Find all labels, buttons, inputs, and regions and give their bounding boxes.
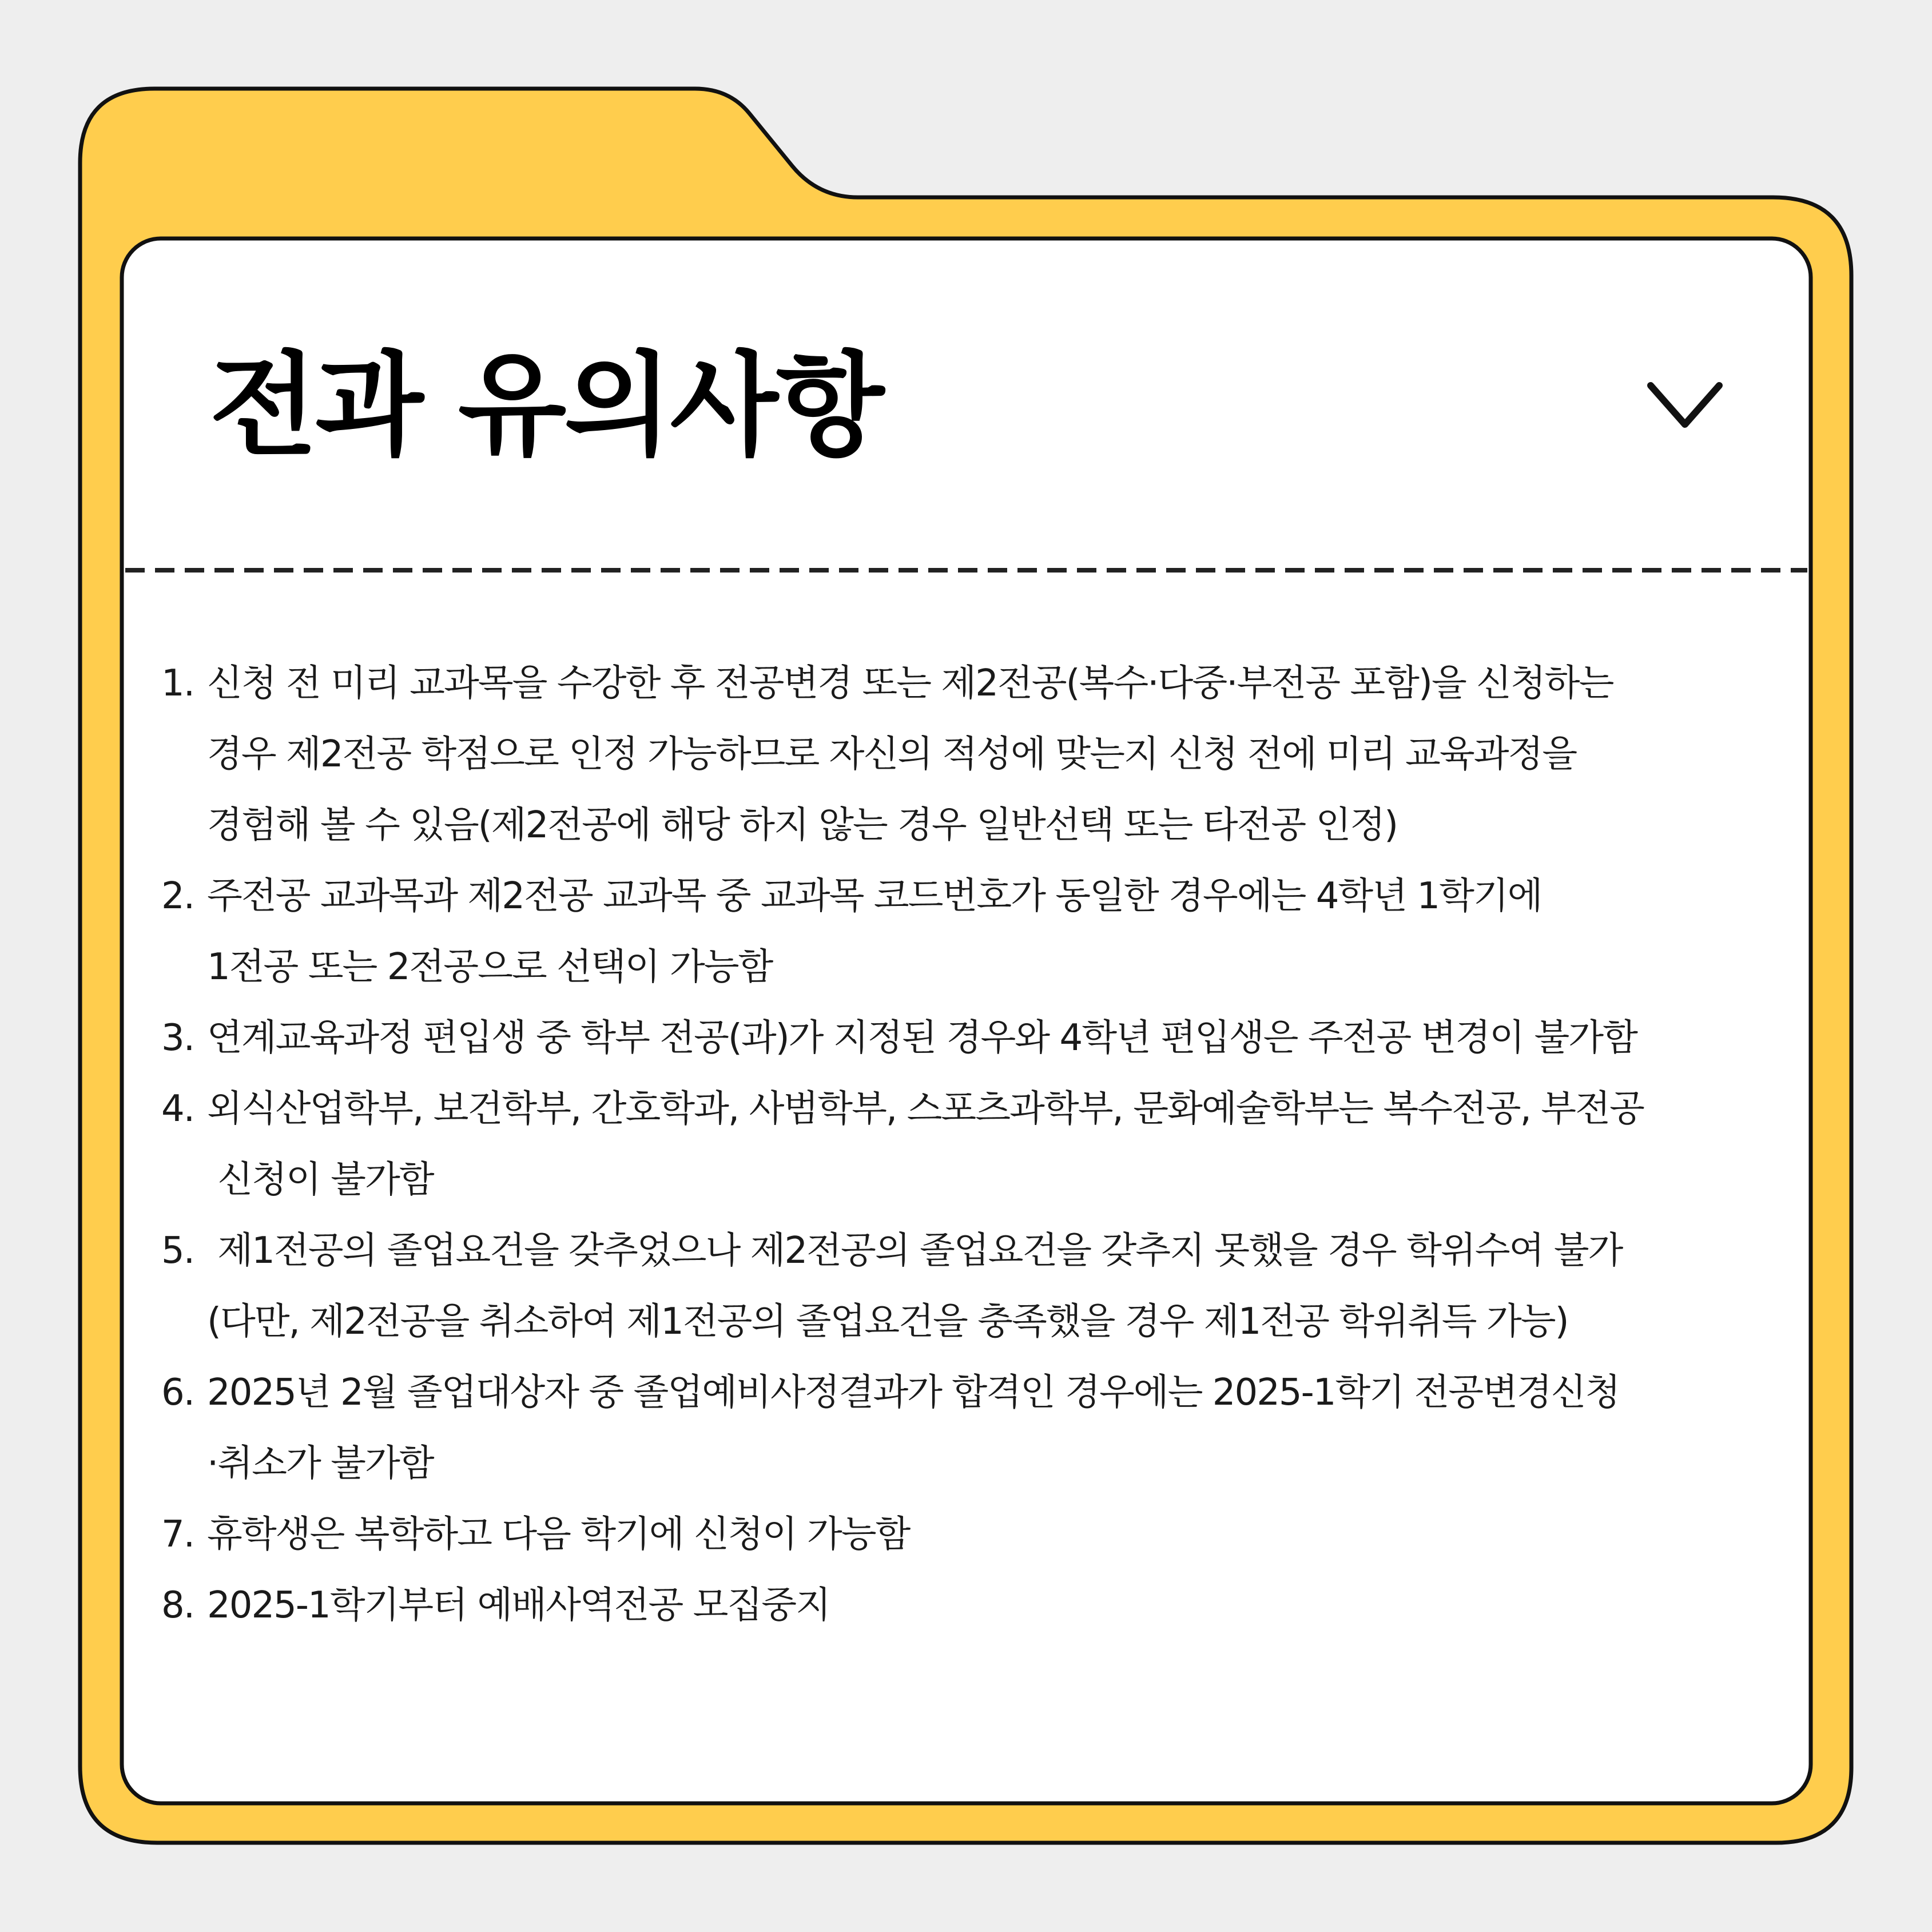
note-number: 2. bbox=[161, 875, 194, 917]
note-line bbox=[161, 1357, 1786, 1428]
list-item bbox=[161, 1499, 1786, 1570]
note-text: 주전공 교과목과 제2전공 교과목 중 교과목 코드번호가 동일한 경우에는 4학년 1학기에 bbox=[207, 875, 1542, 917]
note-text: 연계교육과정 편입생 중 학부 전공(과)가 지정된 경우와 4학년 편입생은 주전공 변경이 불가함 bbox=[207, 1017, 1637, 1059]
list-item bbox=[161, 1570, 1786, 1641]
list-item bbox=[161, 1215, 1786, 1357]
note-text: 신청이 불가함 bbox=[207, 1159, 434, 1201]
note-text: 1전공 또는 2전공으로 선택이 가능함 bbox=[207, 946, 773, 988]
note-line bbox=[161, 1499, 1786, 1570]
note-line bbox=[161, 1286, 1786, 1357]
list-item bbox=[161, 648, 1786, 861]
note-line bbox=[161, 648, 1786, 719]
list-item bbox=[161, 1074, 1786, 1215]
page-title: 전과 유의사항 bbox=[209, 341, 882, 471]
list-item bbox=[161, 1357, 1786, 1499]
note-number: 8. bbox=[161, 1584, 194, 1627]
note-line bbox=[161, 790, 1786, 861]
note-number: 5. bbox=[161, 1230, 194, 1272]
note-line bbox=[161, 932, 1786, 1003]
note-text: 휴학생은 복학하고 다음 학기에 신청이 가능함 bbox=[207, 1513, 910, 1556]
note-line bbox=[161, 1003, 1786, 1074]
note-line bbox=[161, 861, 1786, 932]
note-text: 2025-1학기부터 예배사역전공 모집중지 bbox=[207, 1584, 830, 1627]
list-item bbox=[161, 1003, 1786, 1074]
note-line bbox=[161, 1570, 1786, 1641]
note-number: 6. bbox=[161, 1372, 194, 1414]
note-text: 신청 전 미리 교과목을 수강한 후 전공변경 또는 제2전공(복수·다중·부전공 포함)을 신청하는 bbox=[207, 662, 1613, 705]
note-text: 외식산업학부, 보건학부, 간호학과, 사범학부, 스포츠과학부, 문화예술학부는 복수전공, 부전공 bbox=[207, 1088, 1644, 1130]
note-number: 7. bbox=[161, 1513, 194, 1556]
note-number: 3. bbox=[161, 1017, 194, 1059]
chevron-down-icon[interactable] bbox=[1639, 375, 1731, 438]
note-line bbox=[161, 1074, 1786, 1144]
note-text: (다만, 제2전공을 취소하여 제1전공의 졸업요건을 충족했을 경우 제1전공 학위취득 가능) bbox=[207, 1301, 1568, 1343]
note-line bbox=[161, 1428, 1786, 1499]
note-text: 경우 제2전공 학점으로 인정 가능하므로 자신의 적성에 맞는지 신청 전에 미리 교육과정을 bbox=[207, 733, 1577, 776]
note-line bbox=[161, 1215, 1786, 1286]
note-line bbox=[161, 1144, 1786, 1215]
note-text: 제1전공의 졸업요건을 갖추었으나 제2전공의 졸업요건을 갖추지 못했을 경우 학위수여 불가 bbox=[207, 1230, 1623, 1272]
note-number: 1. bbox=[161, 662, 194, 705]
note-text: 2025년 2월 졸업대상자 중 졸업예비사정결과가 합격인 경우에는 2025-1학기 전공변경신청 bbox=[207, 1372, 1620, 1414]
note-text: 경험해 볼 수 있음(제2전공에 해당 하지 않는 경우 일반선택 또는 타전공 인정) bbox=[207, 804, 1398, 846]
note-line bbox=[161, 719, 1786, 790]
note-number: 4. bbox=[161, 1088, 194, 1130]
notes-list bbox=[161, 648, 1786, 1641]
note-text: ·취소가 불가함 bbox=[207, 1442, 434, 1485]
list-item bbox=[161, 861, 1786, 1003]
